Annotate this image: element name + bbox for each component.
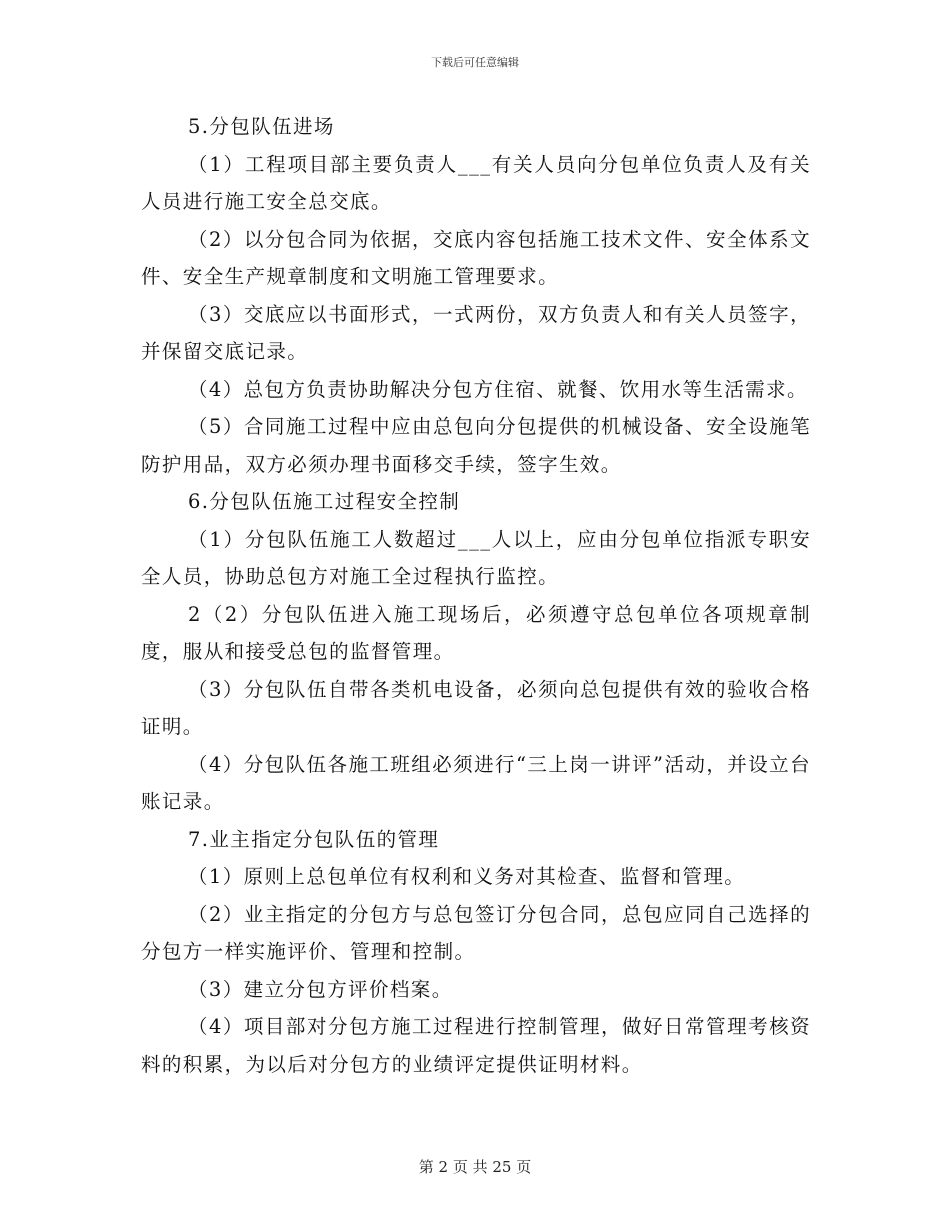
paragraph: 2（2）分包队伍进入施工现场后，必须遵守总包单位各项规章制度，服从和接受总包的监督管理。	[141, 602, 811, 663]
paragraph: （4）项目部对分包方施工过程进行控制管理，做好日常管理考核资料的积累，为以后对分包方的业绩评定提供证明材料。	[141, 1015, 811, 1076]
paragraph: （3）建立分包方评价档案。	[188, 977, 453, 1001]
paragraph: （1）工程项目部主要负责人___有关人员向分包单位负责人及有关人员进行施工安全总交底。	[141, 152, 811, 213]
paragraph: （3）分包队伍自带各类机电设备，必须向总包提供有效的验收合格证明。	[141, 677, 811, 738]
section-heading-5: 5.分包队伍进场	[188, 115, 335, 138]
paragraph: （4）总包方负责协助解决分包方住宿、就餐、饮用水等生活需求。	[188, 377, 808, 401]
page-header-note: 下载后可任意编辑	[431, 56, 519, 69]
document-body	[141, 108, 811, 1083]
paragraph: （3）交底应以书面形式，一式两份，双方负责人和有关人员签字，并保留交底记录。	[141, 302, 811, 363]
page-number-footer: 第 2 页 共 25 页	[418, 1158, 532, 1176]
paragraph: （1）原则上总包单位有权利和义务对其检查、监督和管理。	[188, 865, 746, 888]
paragraph: （1）分包队伍施工人数超过___人以上，应由分包单位指派专职安全人员，协助总包方对施工全过程执行监控。	[141, 527, 811, 588]
paragraph: （4）分包队伍各施工班组必须进行“三上岗一讲评”活动，并设立台账记录。	[141, 752, 811, 813]
section-heading-7: 7.业主指定分包队伍的管理	[188, 827, 440, 851]
section-heading-6: 6.分包队伍施工过程安全控制	[188, 490, 461, 513]
paragraph: （2）以分包合同为依据，交底内容包括施工技术文件、安全体系文件、安全生产规章制度和文明施工管理要求。	[141, 227, 811, 288]
paragraph: （5）合同施工过程中应由总包向分包提供的机械设备、安全设施笔防护用品，双方必须办理书面移交手续，签字生效。	[141, 415, 811, 476]
paragraph: （2）业主指定的分包方与总包签订分包合同，总包应同自己选择的分包方一样实施评价、管理和控制。	[141, 902, 811, 963]
